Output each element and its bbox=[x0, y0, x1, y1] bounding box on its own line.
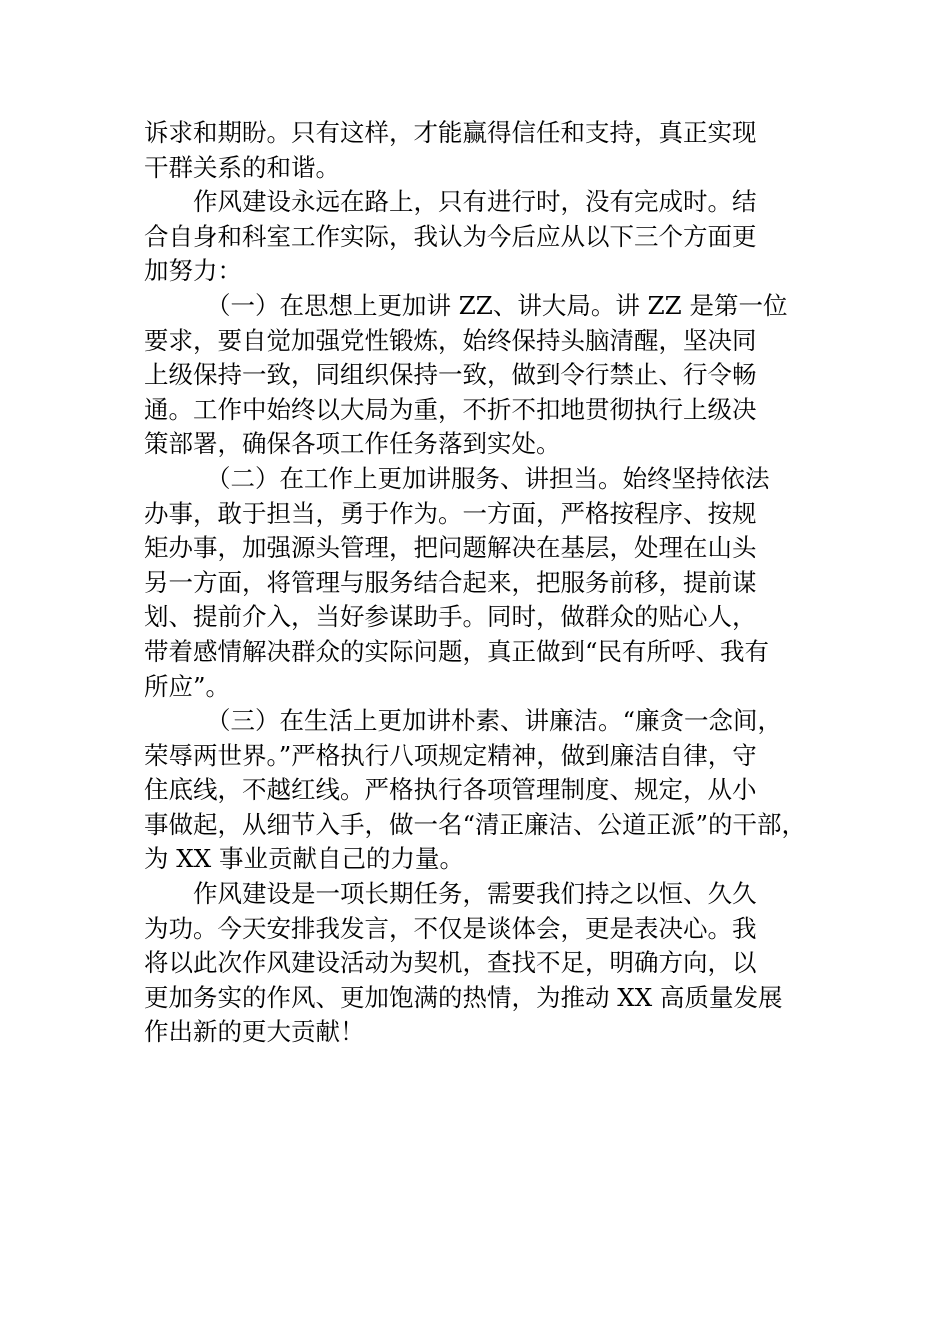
text-line: 策部署，确保各项工作任务落到实处。 bbox=[144, 429, 561, 459]
text-line: 要求，要自觉加强党性锻炼，始终保持头脑清醒，坚决同 bbox=[144, 325, 757, 355]
paragraph-4 bbox=[144, 462, 814, 704]
text-line: 住底线，不越红线。严格执行各项管理制度、规定，从小 bbox=[144, 775, 757, 805]
text-line: 通。工作中始终以大局为重，不折不扣地贯彻执行上级决 bbox=[144, 394, 757, 424]
text-line: 诉求和期盼。只有这样，才能赢得信任和支持，真正实现 bbox=[144, 118, 757, 147]
text-line: 上级保持一致，同组织保持一致，做到令行禁止、行令畅 bbox=[144, 360, 757, 390]
text-line: 事做起，从细节入手，做一名“清正廉洁、公道正派”的干部， bbox=[144, 809, 807, 839]
text-line: 干群关系的和谐。 bbox=[144, 152, 340, 182]
text-line: 为功。今天安排我发言，不仅是谈体会，更是表决心。我 bbox=[144, 913, 757, 943]
paragraph-5 bbox=[144, 704, 814, 877]
text-line: 合自身和科室工作实际，我认为今后应从以下三个方面更 bbox=[144, 221, 757, 251]
text-line: 荣辱两世界。”严格执行八项规定精神，做到廉洁自律，守 bbox=[144, 740, 757, 770]
text-line: 划、提前介入，当好参谋助手。同时，做群众的贴心人， bbox=[144, 602, 757, 632]
text-line: （二）在工作上更加讲服务、讲担当。始终坚持依法 bbox=[206, 463, 770, 493]
text-line: 矩办事，加强源头管理，把问题解决在基层，处理在山头 bbox=[144, 533, 757, 563]
text-line: 作出新的更大贡献！ bbox=[144, 1017, 365, 1047]
paragraph-1 bbox=[144, 116, 814, 185]
text-line: 办事，敢于担当，勇于作为。一方面，严格按程序、按规 bbox=[144, 498, 757, 528]
text-line: （三）在生活上更加讲朴素、讲廉洁。“廉贪一念间， bbox=[206, 706, 783, 736]
text-line: 为 XX 事业贡献自己的力量。 bbox=[144, 844, 464, 874]
document-body bbox=[144, 116, 814, 1050]
text-line: 所应”。 bbox=[144, 671, 231, 701]
paragraph-6 bbox=[144, 877, 814, 1050]
text-line: 加努力： bbox=[144, 256, 242, 286]
text-line: 作风建设是一项长期任务，需要我们持之以恒、久久 bbox=[193, 879, 757, 909]
text-line: 另一方面，将管理与服务结合起来，把服务前移，提前谋 bbox=[144, 567, 757, 597]
paragraph-3 bbox=[144, 289, 814, 462]
paragraph-2 bbox=[144, 185, 814, 289]
text-line: 作风建设永远在路上，只有进行时，没有完成时。结 bbox=[193, 187, 757, 217]
text-line: 将以此次作风建设活动为契机，查找不足，明确方向，以 bbox=[144, 948, 757, 978]
text-line: 带着感情解决群众的实际问题，真正做到“民有所呼、我有 bbox=[144, 636, 770, 666]
text-line: （一）在思想上更加讲 ZZ、讲大局。讲 ZZ 是第一位 bbox=[206, 290, 788, 320]
text-line: 更加务实的作风、更加饱满的热情，为推动 XX 高质量发展 bbox=[144, 982, 783, 1012]
